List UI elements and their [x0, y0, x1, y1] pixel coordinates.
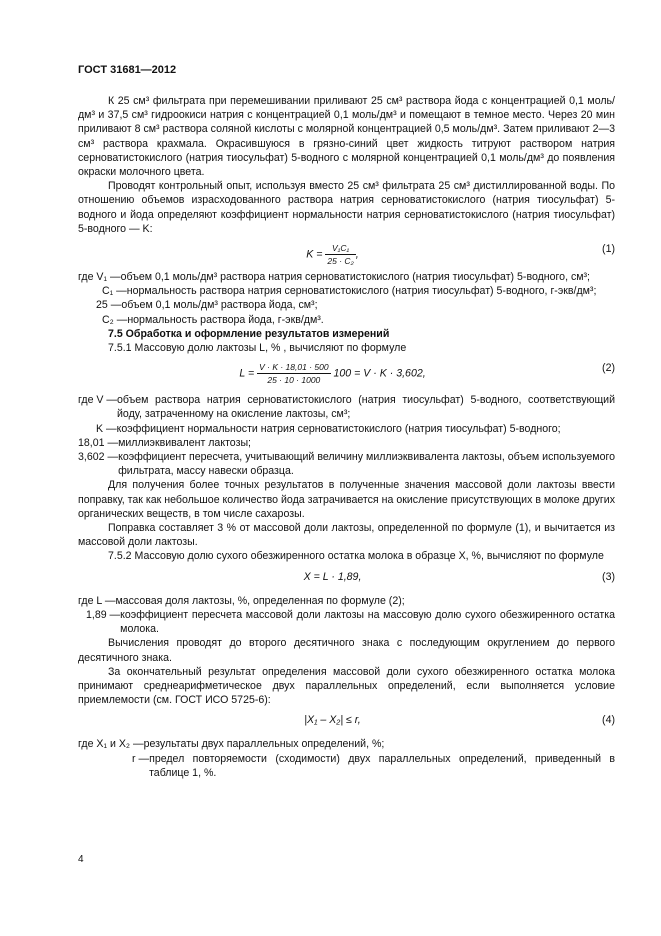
paragraph-final-result: За окончательный результат определения массовой доли сухого обезжиренного остатка молока принимают среднеарифметическое двух параллельных определений, если выполняется условие приемлемости (см. ГОСТ ИСО 5725-6): — [78, 665, 615, 707]
equation-4-expression: |X₁ – X₂| ≤ r, — [304, 714, 361, 727]
equation-4 — [78, 707, 615, 737]
legend-item: K — коэффициент нормальности натрия серноватистокислого (натрия тиосульфат) 5-водного; — [96, 422, 561, 435]
paragraph-7-5-2: 7.5.2 Массовую долю сухого обезжиренного остатка молока в образце X, %, вычисляют по формуле — [108, 550, 604, 563]
legend-2 — [78, 393, 615, 478]
legend-item: где V₁ — объем 0,1 моль/дм³ раствора натрия серноватистокислого (натрия тиосульфат) 5-водного, см³; — [78, 271, 591, 284]
paragraph-correction: Для получения более точных результатов в полученные значения массовой доли лактозы ввести поправку, так как небольшое количество йода затрачивается на окисление присутствующих в молоке других органических веществ, в том числе сахарозы. — [78, 479, 615, 520]
equation-1-tail: , — [355, 248, 359, 261]
legend-4 — [78, 737, 615, 780]
equation-3-number: (3) — [602, 570, 615, 583]
legend-item: C₁ — нормальность раствора натрия серноватистокислого (натрия тиосульфат) 5-водного, г-экв/дм³; — [102, 285, 597, 298]
legend-item: где V — объем раствора натрия серноватистокислого (натрия тиосульфат) 5-водного, соответствующий йоду, затраченному на окисление лактозы, см³; — [78, 394, 615, 421]
equation-3 — [78, 564, 615, 594]
paragraph-control-test: Проводят контрольный опыт, используя вместо 25 см³ фильтрата 25 см³ дистиллированной воды. По отношению объемов израсходованного раствора натрия серноватистокислого (натрия тиосульфат) 5-водного и йода определяют коэффициент нормальности натрия серноватистокислого (натрия тиосульфат) 5-водного — K: — [78, 180, 615, 235]
equation-1-lhs: K = — [306, 248, 323, 261]
page-number: 4 — [78, 854, 84, 865]
legend-item: 3,602 — коэффициент пересчета, учитывающий величину миллиэквивалента лактозы, объем используемого фильтрата, массу навески образца. — [78, 451, 615, 478]
legend-item: где L — массовая доля лактозы, %, определенная по формуле (2); — [78, 594, 405, 607]
document-body — [78, 94, 615, 780]
section-heading-7-5: 7.5 Обработка и оформление результатов измерений — [108, 327, 390, 340]
legend-item: r — предел повторяемости (сходимости) двух параллельных определений, приведенный в таблице 1, %. — [132, 752, 615, 779]
paragraph-7-5-1: 7.5.1 Массовую долю лактозы L, % , вычисляют по формуле — [108, 342, 407, 355]
equation-1 — [78, 236, 615, 270]
equation-1-denominator: 25 · C₂ — [327, 256, 354, 267]
equation-2-fraction — [257, 361, 330, 386]
equation-3-expression: X = L · 1,89, — [303, 570, 362, 583]
equation-1-fraction — [325, 242, 355, 267]
paragraph-rounding: Вычисления проводят до второго десятичного знака с последующим округлением до первого десятичного знака. — [78, 637, 615, 664]
legend-item: 1,89 — коэффициент пересчета массовой доли лактозы на массовую долю сухого обезжиренного остатка молока. — [86, 608, 615, 636]
equation-2-lhs: L = — [239, 367, 255, 380]
equation-2-tail: 100 = V · K · 3,602, — [333, 367, 426, 380]
legend-3 — [78, 594, 615, 637]
legend-item: 25 — объем 0,1 моль/дм³ раствора йода, см³; — [96, 299, 318, 312]
equation-2-number: (2) — [602, 362, 615, 375]
equation-1-numerator: V₁C₁ — [325, 242, 355, 255]
equation-2 — [78, 355, 615, 393]
legend-item: где X₁ и X₂ — результаты двух параллельных определений, %; — [78, 738, 385, 751]
document-header: ГОСТ 31681—2012 — [78, 64, 177, 76]
paragraph-correction-amount: Поправка составляет 3 % от массовой доли лактозы, определенной по формуле (1), и вычитается из массовой доли лактозы. — [78, 522, 615, 549]
equation-2-numerator: V · K · 18,01 · 500 — [259, 362, 329, 373]
equation-2-denominator: 25 · 10 · 1000 — [267, 375, 321, 386]
legend-item: C₂ — нормальность раствора йода, г-экв/дм³. — [102, 313, 324, 326]
paragraph-titration: К 25 см³ фильтрата при перемешивании приливают 25 см³ раствора йода с концентрацией 0,1 моль/дм³ и 37,5 см³ гидроокиси натрия с концентрацией 0,1 моль/дм³ и помещают в темное место. Через 20 мин приливают 8 см³ раствора соляной кислоты с молярной концентрацией 0,5 моль/дм³. Затем приливают 2—3 см³ раствора крахмала. Окрасившуюся в грязно-синий цвет жидкость титруют раствором натрия серноватистокислого (натрия тиосульфат) 5-водного с молярной концентрацией 0,1 моль/дм³ до появления окраски молочного цвета. — [78, 95, 615, 179]
equation-1-number: (1) — [602, 243, 615, 256]
legend-item: 18,01 — миллиэквивалент лактозы; — [78, 436, 251, 449]
equation-4-number: (4) — [602, 714, 615, 727]
legend-1 — [78, 270, 615, 327]
